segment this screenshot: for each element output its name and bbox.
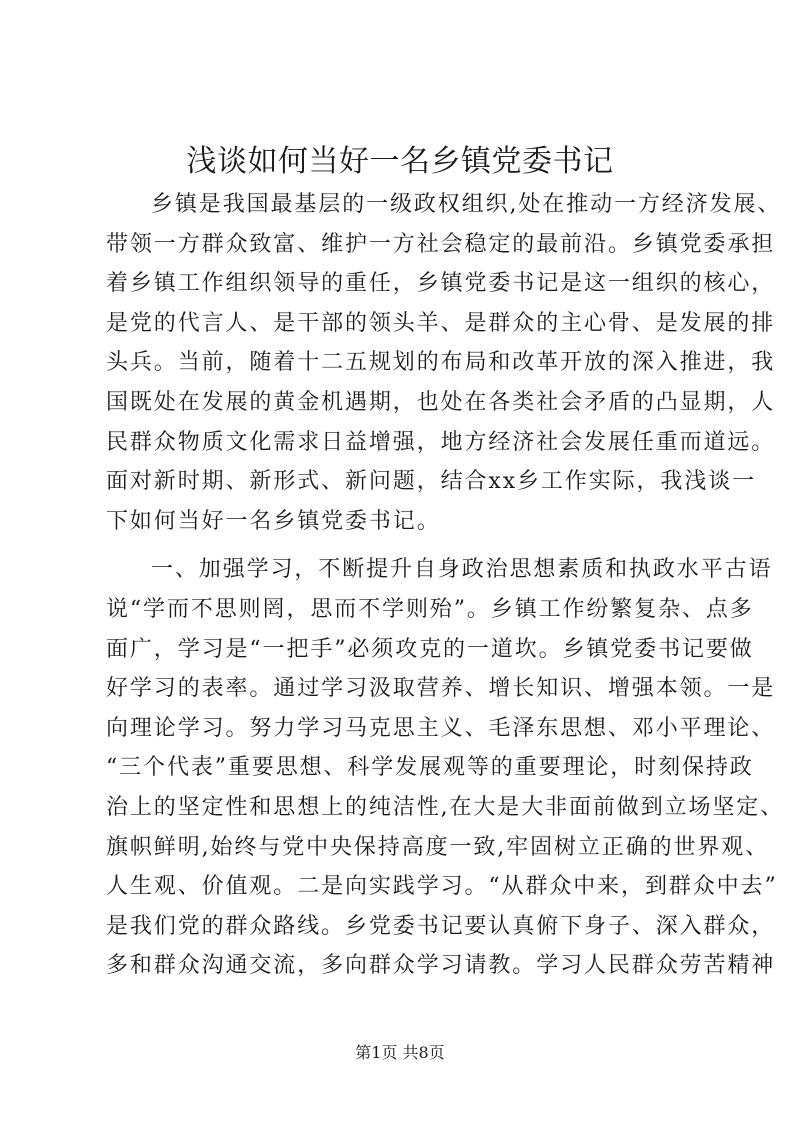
paragraph-1-line-2: 带领一方群众致富、维护一方社会稳定的最前沿。乡镇党委承担	[106, 231, 776, 257]
paragraph-2-line-9: 人生观、价值观。二是向实践学习。“从群众中来，到群众中去”	[106, 874, 778, 900]
paragraph-1-line-3: 着乡镇工作组织领导的重任，乡镇党委书记是这一组织的核心，	[106, 271, 776, 297]
paragraph-2-line-10: 是我们党的群众路线。乡党委书记要认真俯下身子、深入群众，	[106, 913, 776, 939]
document-body	[106, 185, 785, 986]
paragraph-1-line-8: 面对新时期、新形式、新问题，结合xx乡工作实际，我浅谈一	[106, 469, 757, 495]
paragraph-2-line-1: 一、加强学习，不断提升自身政治思想素质和执政水平古语	[151, 557, 773, 583]
paragraph-1-line-5: 头兵。当前，随着十二五规划的布局和改革开放的深入推进，我	[106, 350, 776, 376]
paragraph-1-line-4: 是党的代言人、是干部的领头羊、是群众的主心骨、是发展的排	[106, 310, 776, 336]
paragraph-2-line-6: “三个代表”重要思想、科学发展观等的重要理论，时刻保持政	[106, 755, 754, 781]
paragraph-2-line-7: 治上的坚定性和思想上的纯洁性,在大是大非面前做到立场坚定、	[106, 794, 785, 820]
page-number-footer: 第1页 共8页	[355, 1043, 445, 1062]
paragraph-2-line-3: 面广，学习是“一把手”必须攻克的一道坎。乡镇党委书记要做	[106, 636, 754, 662]
paragraph-2-line-4: 好学习的表率。通过学习汲取营养、增长知识、增强本领。一是	[106, 676, 776, 702]
paragraph-1-line-9: 下如何当好一名乡镇党委书记。	[106, 508, 441, 534]
paragraph-2-line-8: 旗帜鲜明,始终与党中央保持高度一致,牢固树立正确的世界观、	[106, 834, 770, 860]
paragraph-1-line-6: 国既处在发展的黄金机遇期，也处在各类社会矛盾的凸显期，人	[106, 389, 776, 415]
paragraph-2-line-5: 向理论学习。努力学习马克思主义、毛泽东思想、邓小平理论、	[106, 715, 776, 741]
paragraph-2-line-2: 说“学而不思则罔，思而不学则殆”。乡镇工作纷繁复杂、点多	[106, 596, 754, 622]
paragraph-1-line-1: 乡镇是我国最基层的一级政权组织,处在推动一方经济发展、	[151, 192, 782, 217]
document-title: 浅谈如何当好一名乡镇党委书记	[186, 144, 614, 179]
paragraph-2-line-11: 多和群众沟通交流，多向群众学习请教。学习人民群众劳苦精神	[106, 953, 776, 979]
paragraph-1-line-7: 民群众物质文化需求日益增强，地方经济社会发展任重而道远。	[106, 429, 776, 455]
